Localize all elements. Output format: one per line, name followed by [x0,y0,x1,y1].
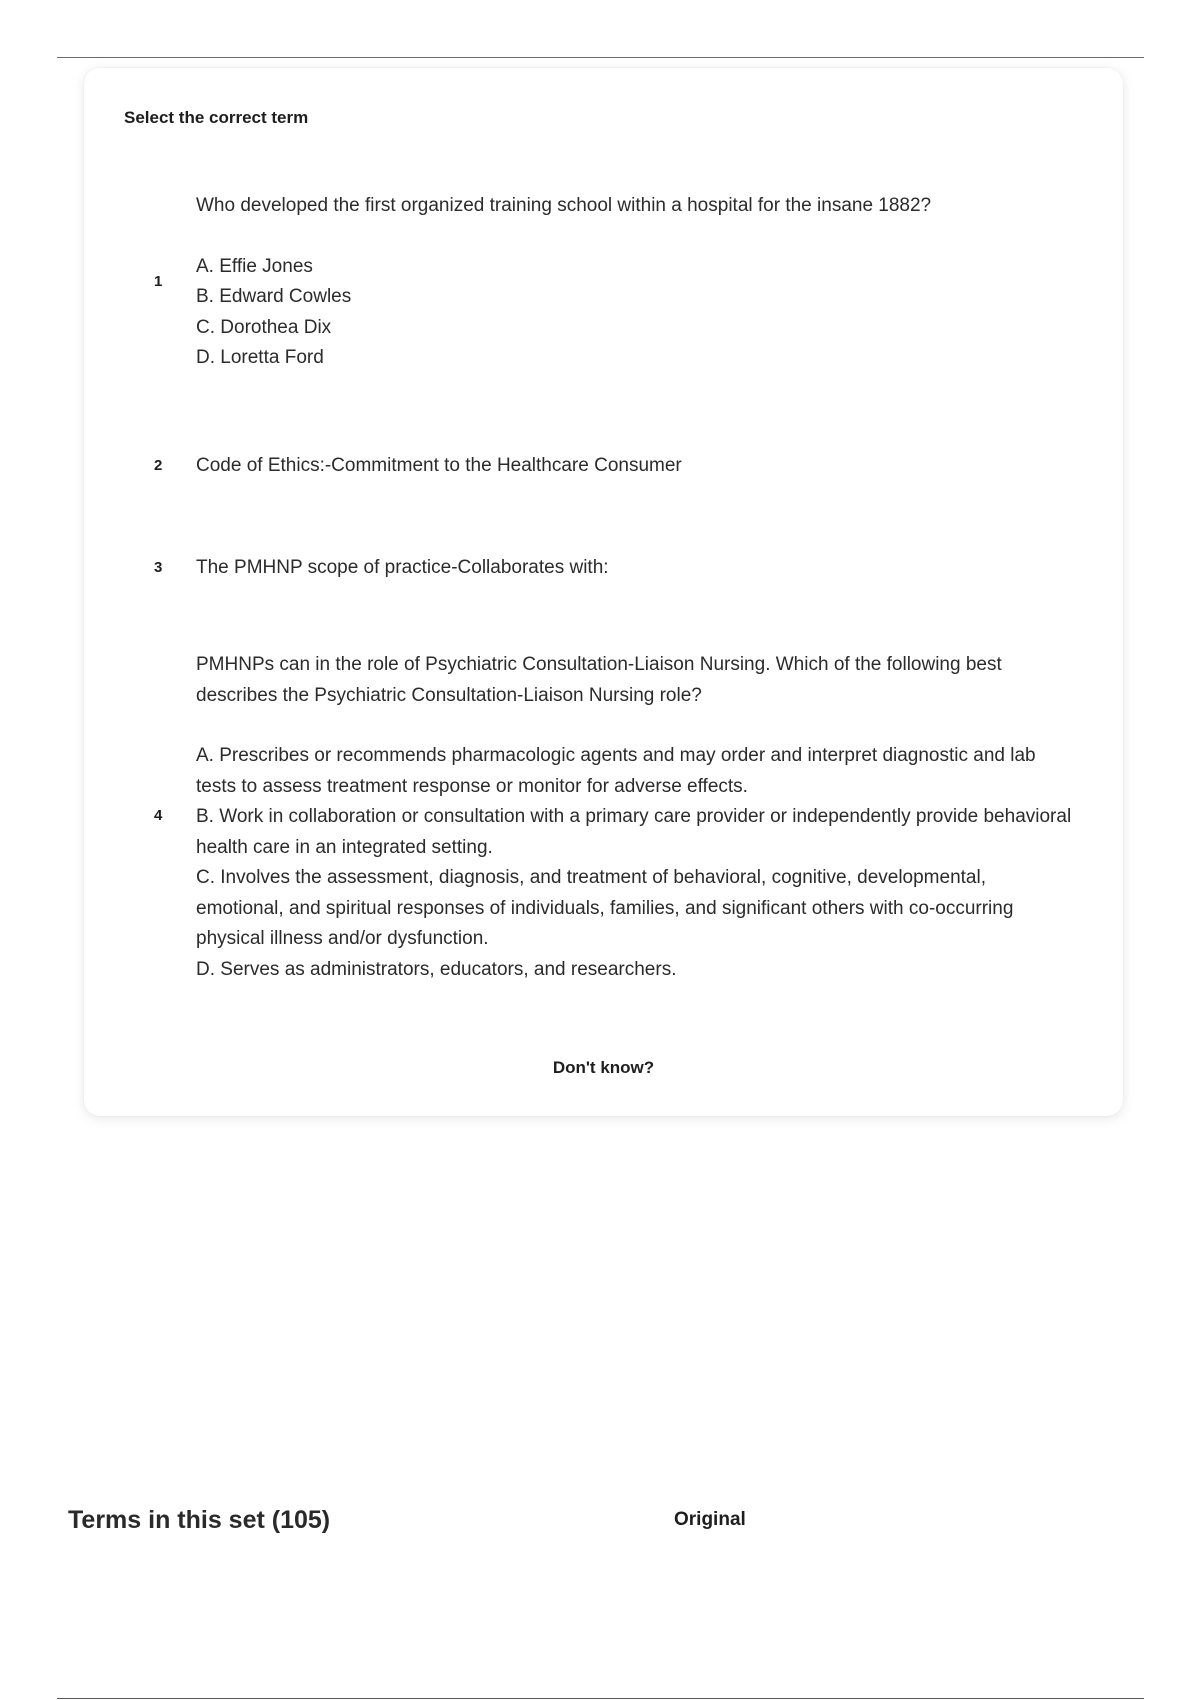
question-number: 1 [154,273,163,290]
answer-options [196,252,1076,374]
dont-know-button[interactable]: Don't know? [552,1058,655,1077]
terms-section-title: Terms in this set (105) [68,1506,331,1534]
question-stem: PMHNPs can in the role of Psychiatric Consultation-Liaison Nursing. Which of the following best describes the Psychiatric Consultation-Liaison Nursing role? [196,654,1002,706]
answer-option[interactable]: A. Prescribes or recommends pharmacologic agents and may order and interpret diagnostic and lab tests to assess treatment response or monitor for adverse effects. [196,745,1036,797]
question-body [196,553,1076,584]
question-number: 4 [154,807,163,824]
answer-option[interactable]: C. Dorothea Dix [196,316,332,338]
answer-option[interactable]: B. Edward Cowles [196,286,352,307]
answer-option[interactable]: D. Loretta Ford [196,347,324,368]
question-body [196,451,1076,482]
answer-option[interactable]: C. Involves the assessment, diagnosis, and treatment of behavioral, cognitive, developmental, emotional, and spiritual responses of individuals, families, and significant others with co-occurring physical illness and/or dysfunction. [196,867,1014,949]
bottom-divider [57,1698,1144,1699]
answer-options [196,741,1076,985]
question-body [196,650,1076,985]
answer-option[interactable]: A. Effie Jones [196,255,313,277]
question-stem: The PMHNP scope of practice-Collaborates with: [196,557,609,578]
question-number: 3 [154,559,163,576]
answer-option[interactable]: B. Work in collaboration or consultation with a primary care provider or independently provide behavioral health care in an integrated setting. [196,806,1072,858]
question-body [196,191,1076,374]
original-sort-label[interactable]: Original [674,1509,746,1530]
question-card [84,68,1123,1116]
answer-option[interactable]: D. Serves as administrators, educators, and researchers. [196,958,677,980]
question-stem: Who developed the first organized training school within a hospital for the insane 1882? [196,195,932,216]
question-number: 2 [154,457,163,474]
card-header: Select the correct term [124,108,309,127]
top-divider [57,57,1144,58]
question-stem: Code of Ethics:-Commitment to the Healthcare Consumer [196,455,682,476]
